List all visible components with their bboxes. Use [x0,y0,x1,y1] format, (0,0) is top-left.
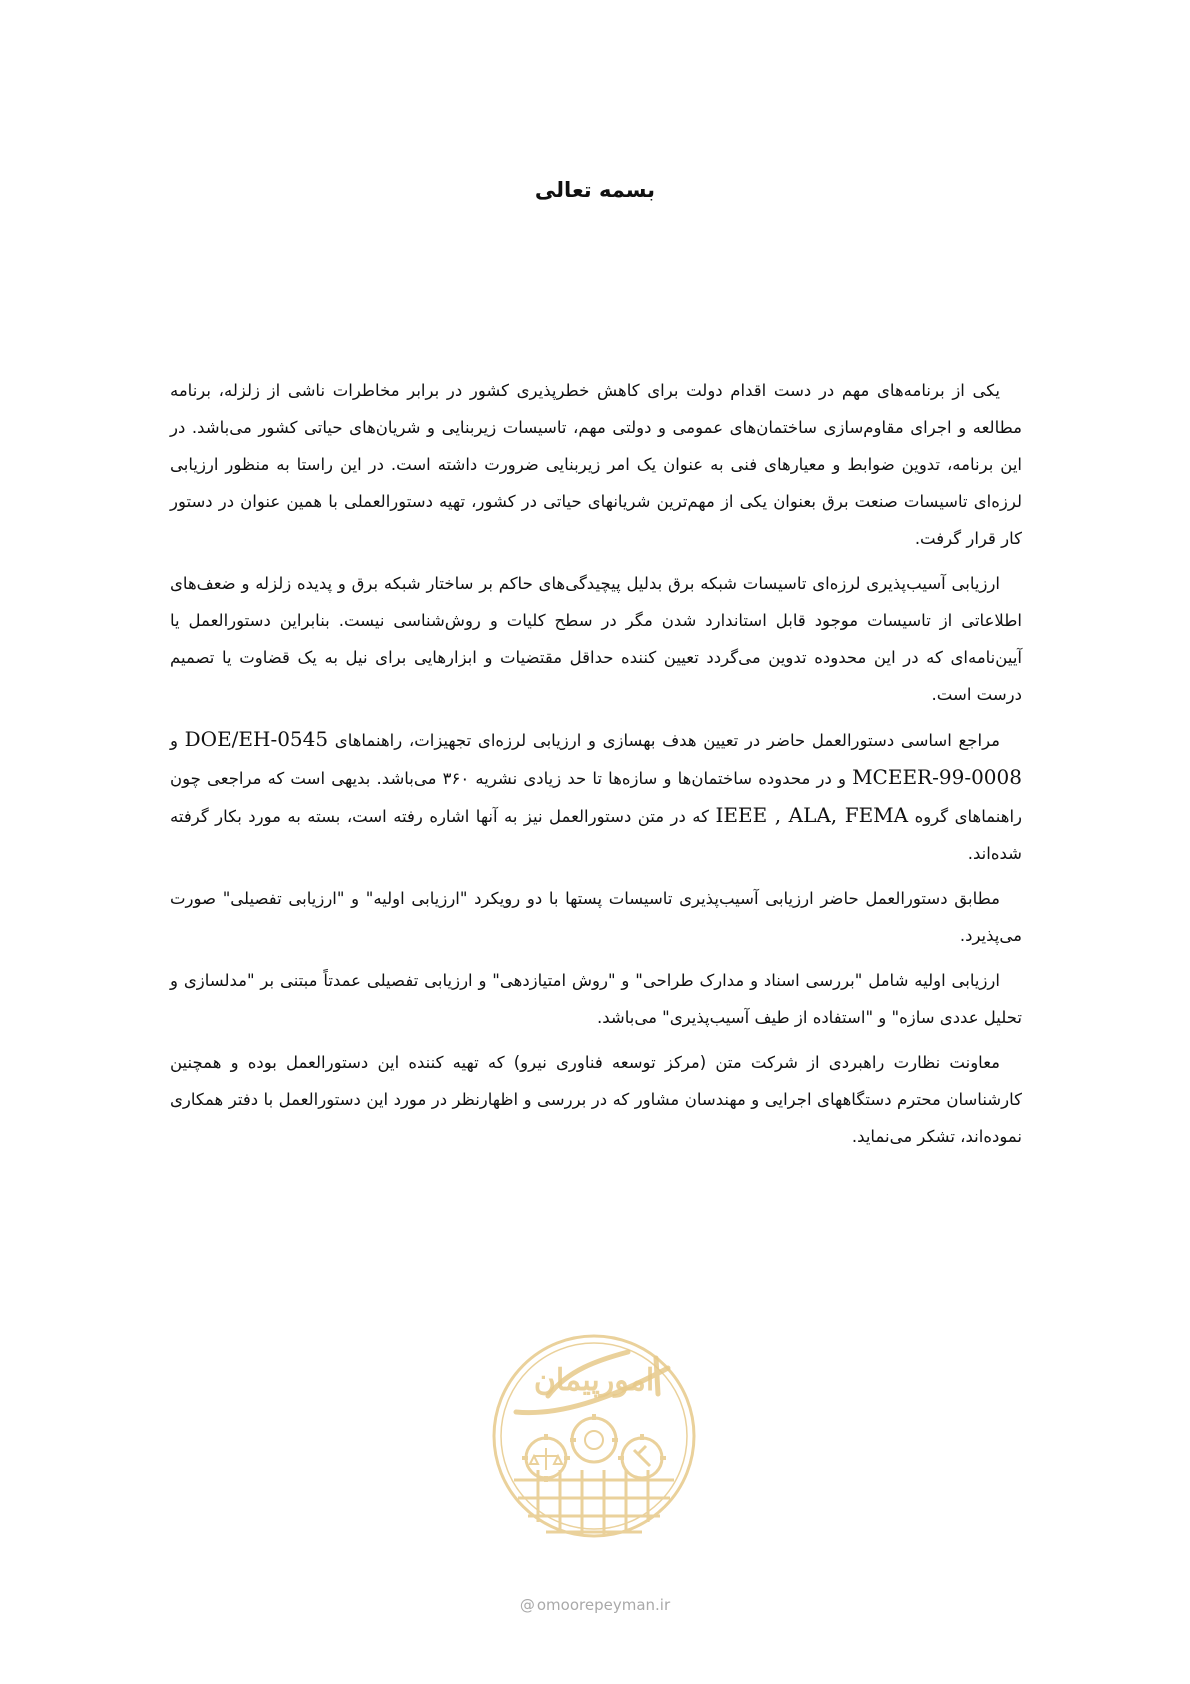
watermark-logo-text: امورپیمان [533,1363,655,1398]
reference-doe: DOE/EH-0545 [184,727,329,751]
paragraph-4: مطابق دستورالعمل حاضر ارزیابی آسیب‌پذیری تاسیسات پستها با دو رویکرد "ارزیابی اولیه" و "ارزیابی تفصیلی" صورت می‌پذیرد. [170,889,1022,945]
page-title: بسمه تعالی [534,178,656,202]
paragraph-3-part-4: که در متن دستورالعمل نیز به آنها اشاره رفته است، بسته به مورد بکار گرفته شده‌اند. [170,807,1022,863]
website-text: omoorepeyman.ir [536,1596,671,1614]
reference-mceer: MCEER-99-0008 [852,765,1022,789]
paragraph-1: یکی از برنامه‌های مهم در دست اقدام دولت برای کاهش خطرپذیری کشور در برابر مخاطرات ناشی از زلزله، برنامه مطالعه و اجرای مقاوم‌سازی ساختمان‌های عمومی و دولتی مهم، تاسیسات زیربنایی و شریان‌های حیاتی کشور می‌باشد. در این برنامه، تدوین ضوابط و معیارهای فنی به عنوان یک امر زیربنایی ضرورت داشته است. در این راستا به منظور ارزیابی لرزه‌ای تاسیسات صنعت برق بعنوان یکی از مهم‌ترین شریانهای حیاتی در کشور، تهیه دستورالعملی با همین عنوان در دستور کار قرار گرفت. [170,381,1022,548]
omoorepeyman-seal-icon [488,1330,700,1590]
paragraph-3-part-3: و در محدوده ساختمان‌ها و سازه‌ها تا حد زیادی نشریه ۳۶۰ می‌باشد. بدیهی است که مراجعی چون راهنماهای گروه [170,769,1023,826]
paragraph-2: ارزیابی آسیب‌پذیری لرزه‌ای تاسیسات شبکه برق بدلیل پیچیدگی‌های حاکم بر ساختار شبکه برق و پدیده زلزله و ضعف‌های اطلاعاتی از تاسیسات موجود قابل استاندارد شدن مگر در سطح کلیات و روش‌شناسی نیست. بنابراین دستورالعمل یا آیین‌نامه‌ای که در این محدوده تدوین می‌گردد تعیین کننده حداقل مقتضیات و ابزارهایی برای نیل به یک قضاوت یا تصمیم درست است. [170,574,1022,704]
paragraph-3-part-2: و [170,731,178,750]
watermark-logo [488,1330,700,1590]
paragraph-5: ارزیابی اولیه شامل "بررسی اسناد و مدارک طراحی" و "روش امتیازدهی" و ارزیابی تفصیلی عمدتاً مبتنی بر "مدلسازی و تحلیل عددی سازه" و "استفاده از طیف آسیب‌پذیری" می‌باشد. [170,971,1022,1027]
paragraph-6: معاونت نظارت راهبردی از شرکت متن (مرکز توسعه فناوری نیرو) که تهیه کننده این دستورالعمل بوده و همچنین کارشناسان محترم دستگاههای اجرایی و مهندسان مشاور که در بررسی و اظهارنظر در مورد این دستورالعمل با دفتر همکاری نموده‌اند، تشکر می‌نماید. [170,1053,1022,1146]
paragraph-3 [170,721,1022,872]
reference-ieee-ala-fema: IEEE , ALA, FEMA [715,803,909,827]
watermark-website [0,1596,1190,1614]
document-body [170,372,1022,1163]
at-sign-icon: @ [519,1596,535,1614]
paragraph-3-part-1: مراجع اساسی دستورالعمل حاضر در تعیین هدف بهسازی و ارزیابی لرزه‌ای تجهیزات، راهنماهای [334,731,1001,750]
